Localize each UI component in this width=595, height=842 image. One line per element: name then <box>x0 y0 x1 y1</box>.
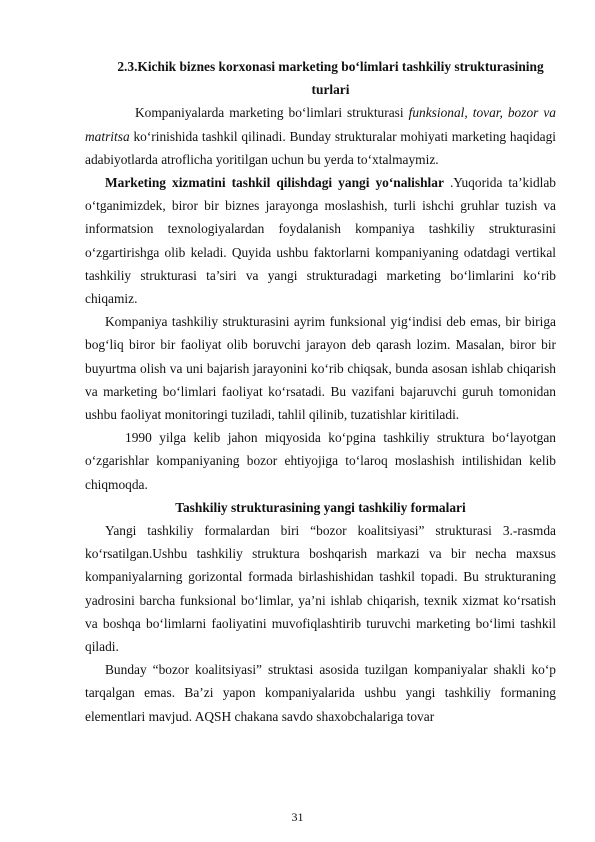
page-number: 31 <box>291 810 304 824</box>
paragraph-1-italic: funksional, tovar, bozor va matritsa <box>85 105 556 144</box>
paragraph-5: Yangi tashkiliy formalardan biri “bozor koalitsiyasi” strukturasi 3.-rasmda ko‘rsatilgan.Ushbu tashkiliy struktura boshqarish markazi va bir necha maxsus kompaniyalarning gorizontal formada birlashishidan tashkil topadi. Bu strukturaning yadrosini barcha funksional bo‘limlar, ya’ni ishlab chiqarish, texnik xizmat ko‘rsatish va boshqa bo‘limlarni faoliyatini muvofiqlashtirib turuvchi marketing bo‘limi tashkil qiladi. <box>85 523 556 655</box>
paragraph-2-text: .Yuqorida ta’kidlab o‘tganimizdek, biror bir biznes jarayonga moslashish, turli ishchi gruhlar tuzish va informatsion texnologiyalardan foydalanish kompaniya tashkiliy strukturasini o‘zgartirishga olib keladi. Quyida ushbu faktorlarni kompaniyaning odatdagi vertikal tashkiliy strukturasi ta’siri va yangi strukturadagi marketing bo‘limlarini ko‘rib chiqamiz. <box>85 175 557 307</box>
paragraph-1-text: Kompaniyalarda marketing bo‘limlari strukturasi <box>135 105 409 121</box>
paragraph-1-text-end: ko‘rinishida tashkil qilinadi. Bunday strukturalar mohiyati marketing haqidagi adabiyotlarda atroflicha yoritilgan uchun bu yerda to‘xtalmaymiz. <box>85 128 556 167</box>
section-title: 2.3.Kichik biznes korxonasi marketing bo‘limlari tashkiliy strukturasining turlari <box>117 59 544 98</box>
paragraph-3: Kompaniya tashkiliy strukturasini ayrim funksional yig‘indisi deb emas, bir biriga bog‘liq biror bir faoliyat olib boruvchi jarayon deb qarash lozim. Masalan, biror bir buyurtma olish va uni bajarish jarayonini ko‘rib chiqsak, bunda asosan ishlab chiqarish va marketing bo‘limlari faoliyat ko‘rsatadi. Bu vazifani bajaruvchi guruh tomonidan ushbu faoliyat monitoringi tuziladi, tahlil qilinib, tuzatishlar kiritiladi. <box>85 314 556 423</box>
document-page <box>85 55 556 728</box>
paragraph-6: Bunday “bozor koalitsiyasi” struktasi asosida tuzilgan kompaniyalar shakli ko‘p tarqalgan emas. Ba’zi yapon kompaniyalarida ushbu yangi tashkiliy formaning elementlari mavjud. AQSH chakana savdo shaxobchalariga tovar <box>85 662 556 724</box>
paragraph-2-heading: Marketing xizmatini tashkil qilishdagi yangi yo‘nalishlar <box>105 175 444 191</box>
paragraph-2 <box>85 171 556 310</box>
subheading: Tashkiliy strukturasining yangi tashkiliy formalari <box>175 499 466 515</box>
paragraph-4: 1990 yilga kelib jahon miqyosida ko‘pgina tashkiliy struktura bo‘layotgan o‘zgarishlar kompaniyaning bozor ehtiyojiga to‘laroq moslashish intilishidan kelib chiqmoqda. <box>85 430 556 492</box>
paragraph-1 <box>85 101 556 171</box>
